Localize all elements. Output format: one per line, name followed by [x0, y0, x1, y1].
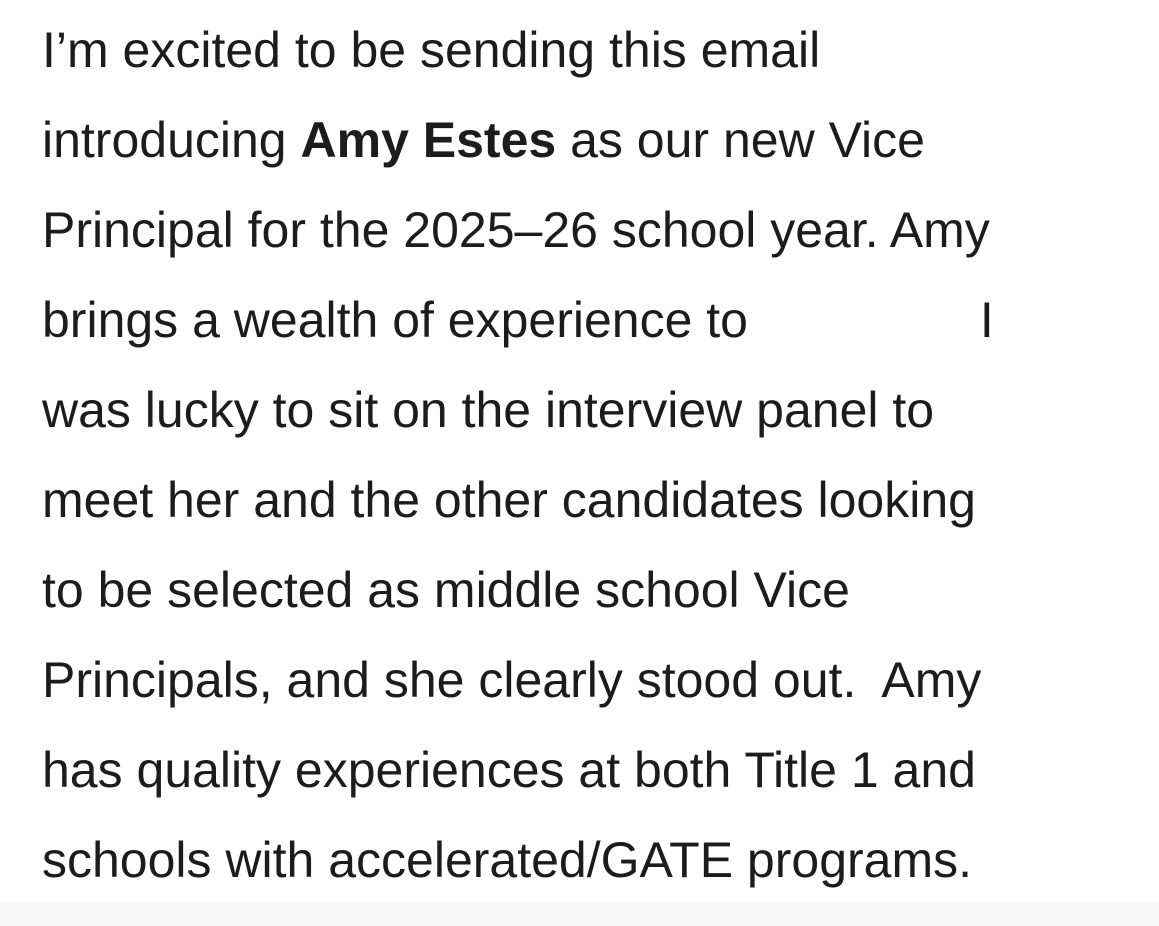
email-line-2-post: as our new Vice: [556, 112, 925, 168]
email-line-10: schools with accelerated/GATE programs.: [42, 832, 973, 888]
email-line-2: [42, 108, 1142, 198]
email-body: [42, 18, 1142, 918]
redacted-text: [762, 304, 980, 344]
email-line-2-pre: introducing: [42, 112, 301, 168]
email-line-9: has quality experiences at both Title 1 and: [42, 742, 976, 798]
email-line-8: Principals, and she clearly stood out. Amy: [42, 652, 982, 708]
email-line-6: meet her and the other candidates looking: [42, 472, 976, 528]
email-line-3: Principal for the 2025–26 school year. Amy: [42, 202, 990, 258]
new-vice-principal-name: Amy Estes: [300, 112, 557, 168]
email-line-4: [42, 288, 1142, 378]
bottom-band: [0, 902, 1159, 926]
email-line-4-pre: brings a wealth of experience to: [42, 292, 762, 348]
email-line-5: was lucky to sit on the interview panel to: [42, 382, 935, 438]
email-line-1: I’m excited to be sending this email: [42, 22, 821, 78]
email-line-7: to be selected as middle school Vice: [42, 562, 850, 618]
email-line-4-post: I: [979, 292, 994, 348]
